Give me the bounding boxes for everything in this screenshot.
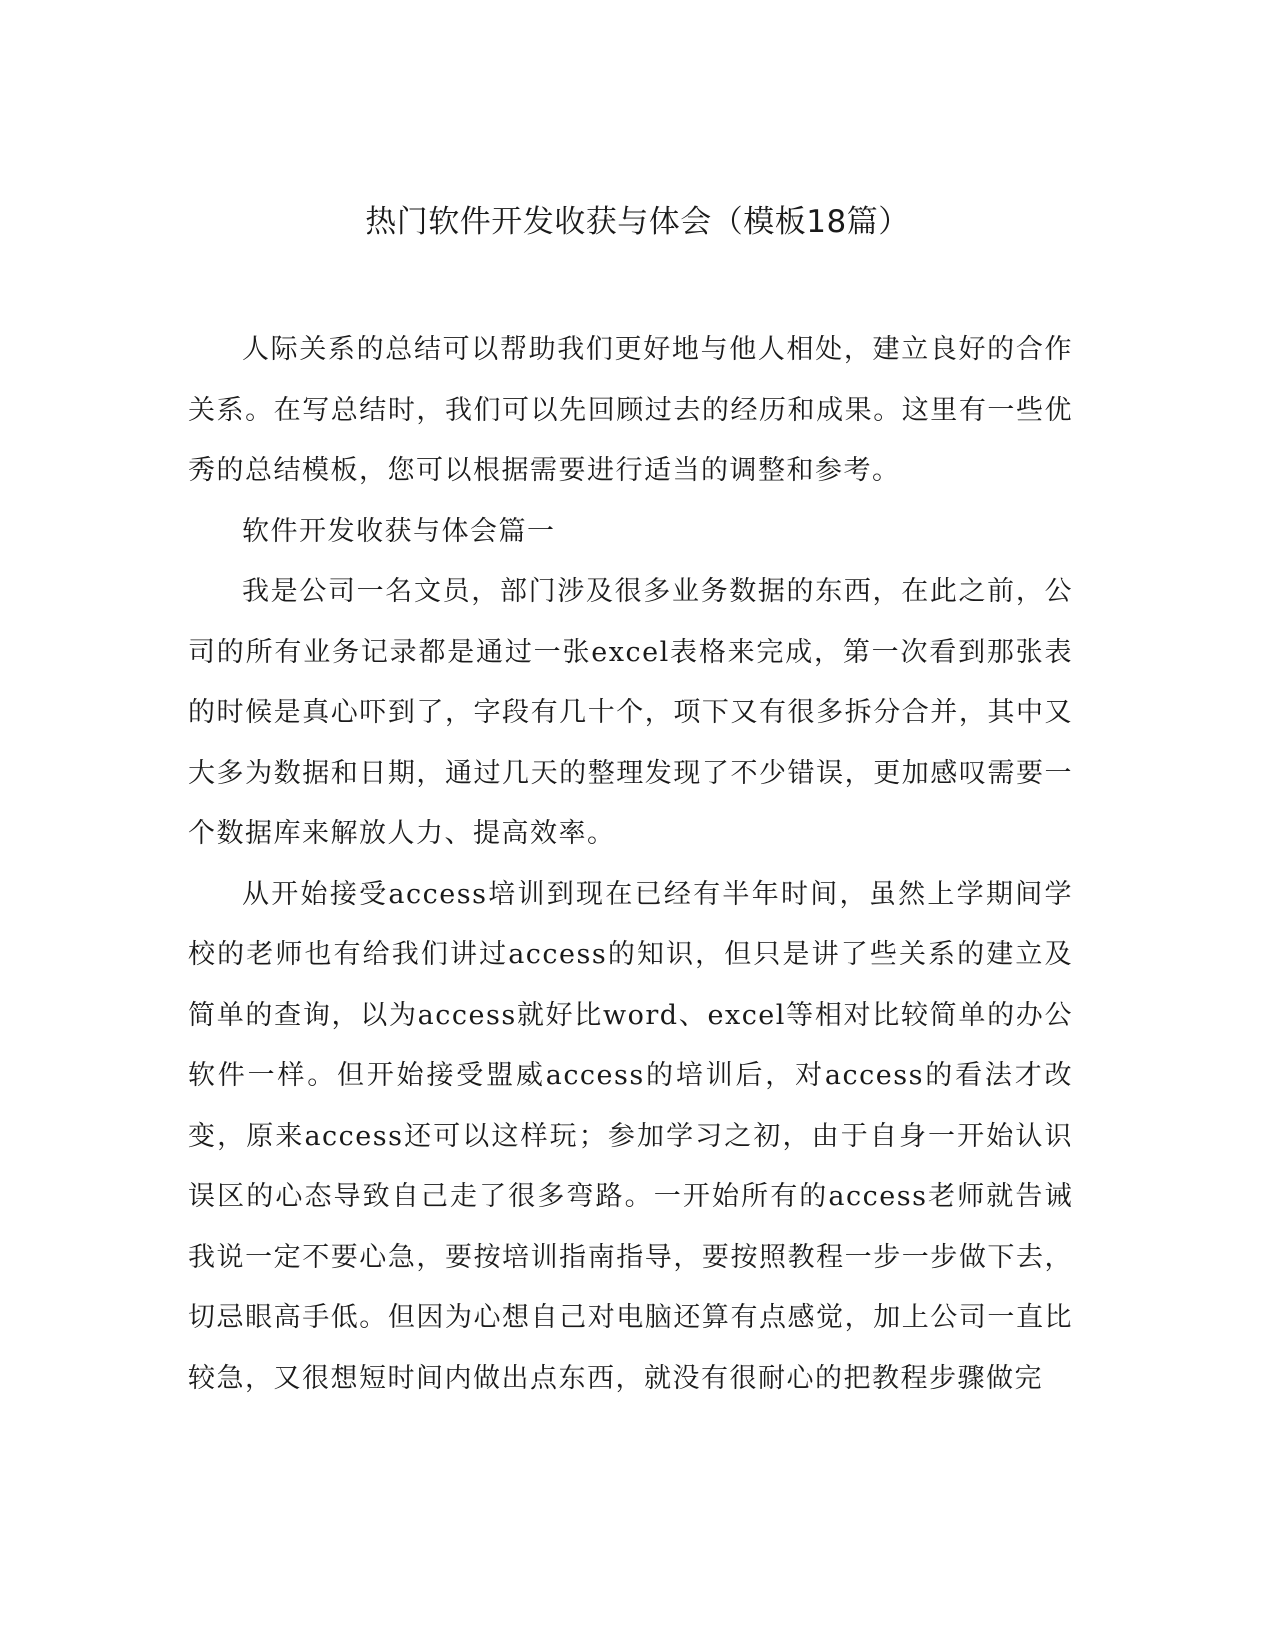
intro-paragraph: 人际关系的总结可以帮助我们更好地与他人相处，建立良好的合作关系。在写总结时，我们可以先回顾过去的经历和成果。这里有一些优秀的总结模板，您可以根据需要进行适当的调整和参考。 <box>188 334 1073 486</box>
body-paragraph: 我是公司一名文员，部门涉及很多业务数据的东西，在此之前，公司的所有业务记录都是通过一张excel表格来完成，第一次看到那张表的时候是真心吓到了，字段有几十个，项下又有很多拆分合并，其中又大多为数据和日期，通过几天的整理发现了不少错误，更加感叹需要一个数据库来解放人力、提高效率。 <box>188 576 1073 849</box>
document-title: 热门软件开发收获与体会（模板18篇） <box>365 204 910 240</box>
body-paragraph: 从开始接受access培训到现在已经有半年时间，虽然上学期间学校的老师也有给我们讲过access的知识，但只是讲了些关系的建立及简单的查询，以为access就好比word、excel等相对比较简单的办公软件一样。但开始接受盟威access的培训后，对access的看法才改变，原来access还可以这样玩；参加学习之初，由于自身一开始认识误区的心态导致自己走了很多弯路。一开始所有的access老师就告诫我说一定不要心急，要按培训指南指导，要按照教程一步一步做下去，切忌眼高手低。但因为心想自己对电脑还算有点感觉，加上公司一直比较急，又很想短时间内做出点东西，就没有很耐心的把教程步骤做完 <box>188 878 1073 1394</box>
section-heading: 软件开发收获与体会篇一 <box>242 515 556 547</box>
document-body <box>188 320 1073 1409</box>
